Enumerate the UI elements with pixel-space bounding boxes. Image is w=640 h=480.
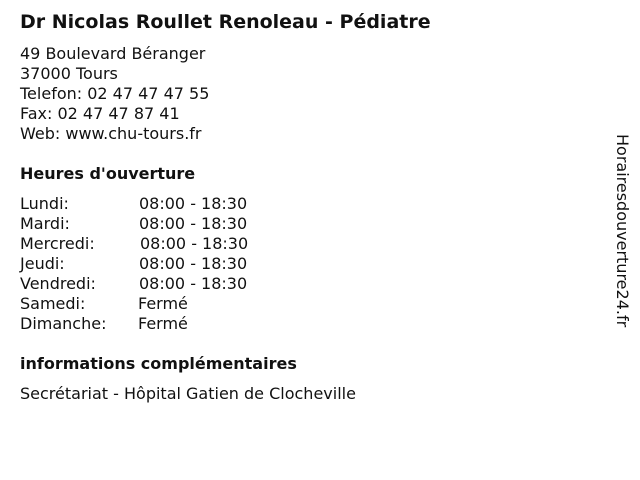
opening-hours-table: [20, 194, 320, 334]
hours-row-wednesday: [20, 234, 320, 254]
hours-time: 08:00 - 18:30: [140, 234, 249, 253]
opening-hours-heading: Heures d'ouverture: [20, 164, 196, 183]
hours-row-friday: [20, 274, 320, 294]
hours-time: 08:00 - 18:30: [139, 194, 248, 213]
address-block: [20, 44, 209, 144]
hours-time: 08:00 - 18:30: [139, 214, 248, 233]
hours-time: Fermé: [138, 294, 188, 313]
hours-row-thursday: [20, 254, 320, 274]
hours-day: Jeudi:: [20, 254, 65, 273]
address-city: 37000 Tours: [20, 64, 118, 83]
hours-time: 08:00 - 18:30: [139, 274, 248, 293]
hours-day: Lundi:: [20, 194, 69, 213]
hours-day: Vendredi:: [20, 274, 96, 293]
additional-info-text: Secrétariat - Hôpital Gatien de Clocheville: [20, 384, 356, 403]
address-street: 49 Boulevard Béranger: [20, 44, 206, 63]
fax-number: Fax: 02 47 47 87 41: [20, 104, 180, 123]
hours-row-tuesday: [20, 214, 320, 234]
hours-time: 08:00 - 18:30: [139, 254, 248, 273]
hours-time: Fermé: [138, 314, 188, 333]
hours-day: Dimanche:: [20, 314, 107, 333]
hours-row-sunday: [20, 314, 320, 334]
hours-row-saturday: [20, 294, 320, 314]
hours-day: Samedi:: [20, 294, 86, 313]
website-link[interactable]: Web: www.chu-tours.fr: [20, 124, 202, 143]
hours-day: Mardi:: [20, 214, 70, 233]
site-brand-vertical: [612, 134, 632, 344]
site-brand-text: Horairesdouverture24.fr: [613, 134, 632, 328]
additional-info-heading: informations complémentaires: [20, 354, 297, 373]
phone-number[interactable]: Telefon: 02 47 47 47 55: [20, 84, 210, 103]
hours-row-monday: [20, 194, 320, 214]
page-title: Dr Nicolas Roullet Renoleau - Pédiatre: [20, 11, 431, 33]
hours-day: Mercredi:: [20, 234, 95, 253]
